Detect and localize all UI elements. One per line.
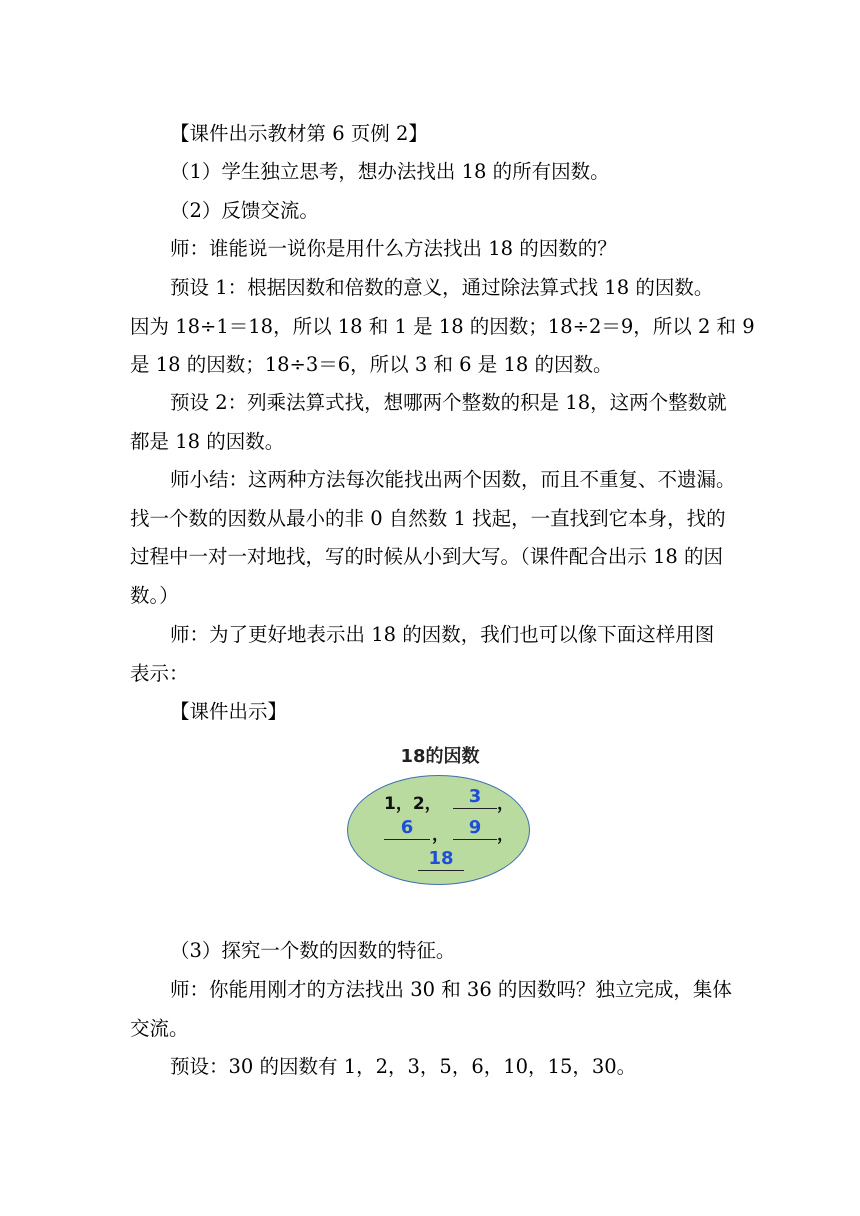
text-line: 师：为了更好地表示出 18 的因数，我们也可以像下面这样用图 [170, 623, 715, 646]
text-line: 师小结：这两种方法每次能找出两个因数，而且不重复、不遗漏。 [170, 468, 736, 491]
text-line: 找一个数的因数从最小的非 0 自然数 1 找起，一直找到它本身，找的 [130, 506, 726, 530]
text-line: 预设：30 的因数有 1，2，3，5，6，10，15，30。 [170, 1055, 637, 1078]
figure-title: 18的因数 [400, 746, 480, 767]
text-line: 都是 18 的因数。 [130, 429, 285, 453]
text-line: 是 18 的因数；18÷3＝6，所以 3 和 6 是 18 的因数。 [130, 353, 613, 376]
text-line: 【课件出示教材第 6 页例 2】 [170, 122, 428, 145]
text-line: 交流。 [130, 1016, 189, 1040]
text-line: （1）学生独立思考，想办法找出 18 的所有因数。 [170, 160, 610, 183]
text-line: 表示： [130, 661, 189, 685]
paragraph-teacher-diagram [130, 616, 730, 693]
text-line: 师：你能用刚才的方法找出 30 和 36 的因数吗？独立完成，集体 [170, 978, 732, 1001]
heading-courseware-example [130, 115, 730, 154]
paragraph-preset-1 [130, 269, 755, 385]
answer-blank-3: 9 [453, 817, 497, 840]
paragraph-preset-2 [130, 384, 730, 461]
answer-blank-1: 3 [453, 786, 497, 809]
text-line: 预设 2：列乘法算式找，想哪两个整数的积是 18，这两个整数就 [170, 391, 727, 414]
separator-comma: ， [497, 825, 514, 845]
separator-comma: ， [432, 825, 449, 845]
text-line: 师：谁能说一说你是用什么方法找出 18 的因数的？ [170, 237, 617, 260]
separator-comma: ， [497, 794, 514, 814]
text-line: 【课件出示】 [170, 700, 288, 723]
given-factors: 1，2， [384, 794, 442, 814]
text-line: 因为 18÷1＝18，所以 18 和 1 是 18 的因数；18÷2＝9，所以 2 和 9 [130, 314, 755, 338]
paragraph-teacher-question [130, 230, 730, 269]
heading-courseware-show [130, 693, 730, 732]
paragraph-step-3 [130, 932, 730, 971]
answer-blank-2: 6 [384, 817, 430, 840]
text-line: 预设 1：根据因数和倍数的意义，通过除法算式找 18 的因数。 [170, 276, 714, 299]
answer-blank-4: 18 [418, 848, 464, 871]
paragraph-teacher-summary [130, 461, 736, 615]
text-line: 数。） [130, 583, 179, 607]
factors-of-18-figure [344, 738, 536, 890]
paragraph-preset-answer [130, 1048, 730, 1087]
paragraph-step-1 [130, 153, 730, 192]
text-line: 过程中一对一对地找，写的时候从小到大写。（课件配合出示 18 的因 [130, 545, 723, 568]
text-line: （3）探究一个数的因数的特征。 [170, 939, 456, 962]
text-line: （2）反馈交流。 [170, 199, 319, 222]
paragraph-teacher-task [130, 971, 730, 1048]
paragraph-step-2 [130, 192, 730, 231]
